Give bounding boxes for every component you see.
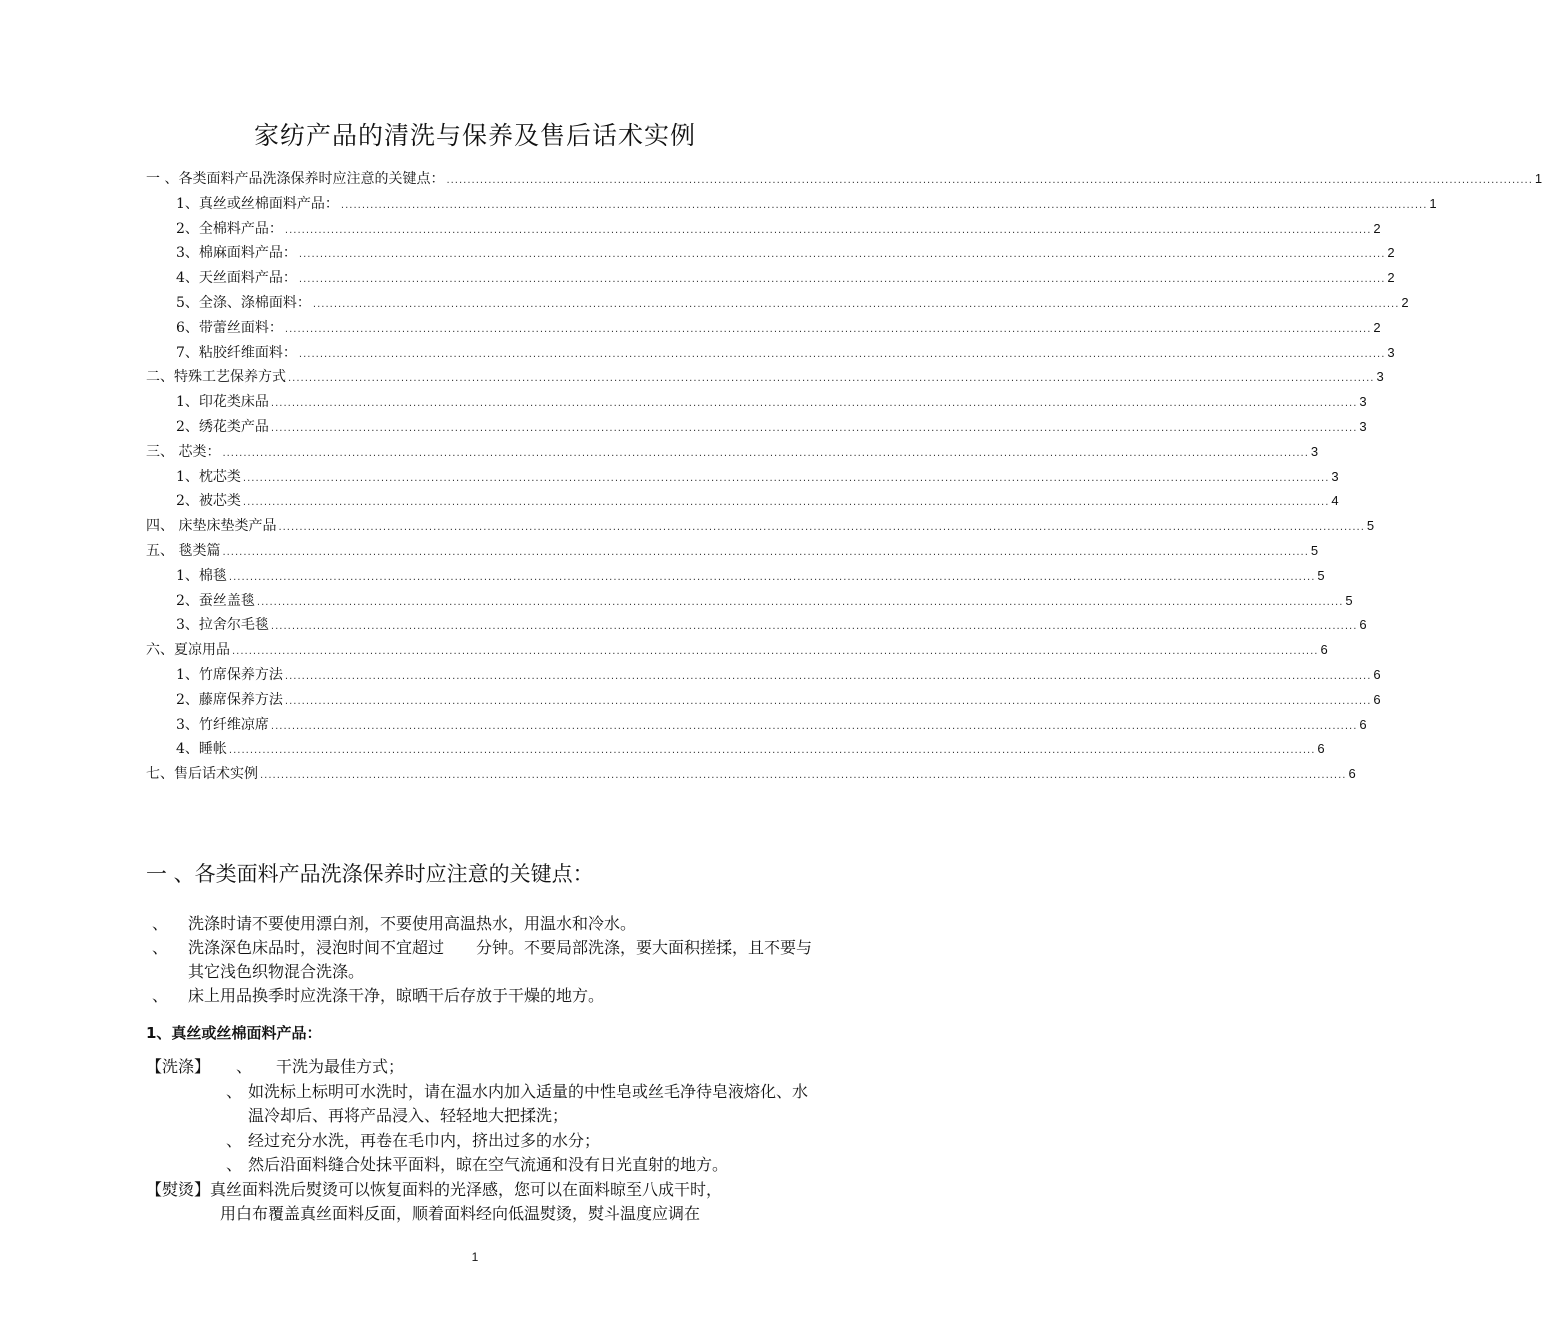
toc-entry[interactable]	[146, 639, 1328, 664]
toc-entry-label: 1、印花类床品	[176, 394, 269, 411]
toc-entry[interactable]	[146, 664, 1381, 689]
bullet-text: 洗涤时请不要使用漂白剂，不要使用高温热水，用温水和冷水。	[188, 914, 637, 933]
toc-leader-dots: ....................................................................................................................................................................................................................................................................	[284, 224, 1372, 236]
toc-entry-page: 1	[1429, 195, 1437, 211]
wash-step	[226, 1153, 818, 1178]
toc-entry-label: 1、枕芯类	[176, 468, 241, 485]
toc-entry[interactable]	[146, 391, 1367, 416]
toc-entry-label: 2、绣花类产品	[176, 418, 269, 435]
toc-entry-label: 三、 芯类：	[146, 443, 221, 460]
toc-entry-page: 3	[1359, 418, 1367, 434]
toc-leader-dots: ....................................................................................................................................................................................................................................................................	[298, 348, 1386, 360]
wash-step	[206, 1055, 818, 1080]
toc-entry-page: 5	[1345, 592, 1353, 608]
toc-entry-label: 3、竹纤维凉席	[176, 716, 269, 733]
toc-entry[interactable]	[146, 490, 1339, 515]
toc-leader-dots: ....................................................................................................................................................................................................................................................................	[270, 398, 1358, 410]
toc-entry-label: 3、拉舍尔毛毯	[176, 617, 269, 634]
toc-entry-page: 2	[1373, 319, 1381, 335]
toc-leader-dots: ....................................................................................................................................................................................................................................................................	[228, 745, 1316, 757]
toc-entry[interactable]	[146, 317, 1381, 342]
toc-entry[interactable]	[146, 193, 1437, 218]
toc-entry[interactable]	[146, 242, 1395, 267]
toc-leader-dots: ....................................................................................................................................................................................................................................................................	[256, 596, 1344, 608]
toc-entry-page: 1	[1534, 171, 1542, 186]
toc-leader-dots: ....................................................................................................................................................................................................................................................................	[298, 249, 1386, 261]
toc-leader-dots: ....................................................................................................................................................................................................................................................................	[284, 695, 1372, 707]
toc-entry-page: 6	[1373, 691, 1381, 707]
toc-entry-label: 7、粘胶纤维面料：	[176, 344, 297, 361]
toc-entry[interactable]	[146, 466, 1339, 491]
toc-entry-page: 6	[1348, 766, 1356, 782]
toc-entry-label: 七、售后话术实例	[146, 766, 258, 783]
toc-entry-page: 6	[1359, 617, 1367, 633]
wash-steps	[226, 1055, 818, 1178]
toc-entry-page: 6	[1359, 716, 1367, 732]
toc-entry-label: 二、特殊工艺保养方式	[146, 369, 286, 386]
toc-entry-page: 5	[1310, 542, 1319, 558]
iron-label: 【熨烫】	[146, 1179, 211, 1199]
toc-entry-label: 6、带蕾丝面料：	[176, 319, 283, 336]
toc-entry-page: 3	[1376, 369, 1384, 385]
toc-entry[interactable]	[146, 168, 1542, 193]
toc-leader-dots: ....................................................................................................................................................................................................................................................................	[242, 497, 1330, 509]
toc-entry-page: 2	[1373, 220, 1381, 236]
toc-leader-dots: ....................................................................................................................................................................................................................................................................	[222, 447, 1309, 459]
toc-leader-dots: ....................................................................................................................................................................................................................................................................	[284, 670, 1372, 682]
wash-step-mark: 、	[226, 1155, 243, 1174]
toc-entry[interactable]	[146, 342, 1395, 367]
toc-leader-dots: ....................................................................................................................................................................................................................................................................	[260, 770, 1347, 782]
toc-entry-label: 2、藤席保养方法	[176, 691, 283, 708]
toc-entry[interactable]	[146, 218, 1381, 243]
iron-text-continued: 用白布覆盖真丝面料反面，顺着面料经向低温熨烫，熨斗温度应调在	[220, 1204, 701, 1223]
bullet-mark: 、	[152, 914, 169, 933]
bullet-text: 洗涤深色床品时，浸泡时间不宜超过 分钟。不要局部洗涤，要大面积搓揉，且不要与其它浅色织物混合洗涤。	[188, 938, 813, 981]
toc-entry[interactable]	[146, 267, 1395, 292]
care-instructions	[146, 1055, 818, 1227]
toc-leader-dots: ....................................................................................................................................................................................................................................................................	[222, 546, 1309, 558]
toc-entry[interactable]	[146, 515, 1375, 540]
toc-entry-page: 6	[1317, 741, 1325, 757]
toc-entry[interactable]	[146, 292, 1409, 317]
toc-entry-page: 6	[1320, 642, 1328, 658]
toc-entry[interactable]	[146, 689, 1381, 714]
toc-entry-label: 2、被芯类	[176, 493, 241, 510]
section-heading: 一 、各类面料产品洗涤保养时应注意的关键点：	[146, 862, 594, 886]
wash-step	[226, 1129, 818, 1154]
toc-entry[interactable]	[146, 763, 1356, 788]
page-number: 1	[471, 1250, 479, 1264]
toc-leader-dots: ....................................................................................................................................................................................................................................................................	[270, 422, 1358, 434]
toc-entry-label: 1、棉毯	[176, 567, 227, 584]
iron-text: 真丝面料洗后熨烫可以恢复面料的光泽感，您可以在面料晾至八成干时，	[210, 1179, 723, 1199]
document-title: 家纺产品的清洗与保养及售后话术实例	[253, 121, 696, 150]
bullet-item	[146, 912, 818, 936]
toc-leader-dots: ....................................................................................................................................................................................................................................................................	[242, 472, 1330, 484]
toc-entry-label: 1、真丝或丝棉面料产品：	[176, 195, 339, 212]
toc-leader-dots: ....................................................................................................................................................................................................................................................................	[232, 646, 1319, 658]
toc-entry-label: 六、夏凉用品	[146, 642, 230, 659]
toc-entry-page: 5	[1366, 518, 1375, 534]
toc-entry[interactable]	[146, 416, 1367, 441]
toc-entry-page: 3	[1331, 468, 1339, 484]
toc-leader-dots: ....................................................................................................................................................................................................................................................................	[340, 199, 1428, 211]
toc-entry[interactable]	[146, 565, 1325, 590]
toc-leader-dots: ....................................................................................................................................................................................................................................................................	[446, 175, 1533, 186]
toc-entry-label: 1、竹席保养方法	[176, 666, 283, 683]
toc-entry-page: 4	[1331, 493, 1339, 509]
toc-entry[interactable]	[146, 540, 1319, 565]
toc-entry[interactable]	[146, 714, 1367, 739]
toc-entry-label: 四、 床垫床垫类产品	[146, 518, 277, 535]
wash-step-text: 然后沿面料缝合处抹平面料，晾在空气流通和没有日光直射的地方。	[248, 1155, 729, 1174]
toc-entry[interactable]	[146, 590, 1353, 615]
wash-step-mark: 、	[236, 1057, 253, 1076]
toc-leader-dots: ....................................................................................................................................................................................................................................................................	[270, 720, 1358, 732]
bullet-mark: 、	[152, 938, 169, 957]
bullet-item	[146, 984, 818, 1008]
toc-leader-dots: ....................................................................................................................................................................................................................................................................	[270, 621, 1358, 633]
toc-entry-label: 五、 毯类篇	[146, 542, 221, 559]
toc-entry-label: 4、天丝面料产品：	[176, 270, 297, 287]
toc-entry[interactable]	[146, 441, 1319, 466]
toc-entry-page: 2	[1401, 294, 1409, 310]
bullet-text: 床上用品换季时应洗涤干净，晾晒干后存放于干燥的地方。	[188, 986, 605, 1005]
toc-entry-label: 3、棉麻面料产品：	[176, 245, 297, 262]
toc-leader-dots: ....................................................................................................................................................................................................................................................................	[228, 571, 1316, 583]
toc-entry-label: 4、睡帐	[176, 741, 227, 758]
subsection-heading: 1、真丝或丝棉面料产品：	[146, 1024, 322, 1042]
toc-entry[interactable]	[146, 366, 1384, 391]
toc-entry-label: 5、全涤、涤棉面料：	[176, 294, 311, 311]
toc-entry-page: 2	[1387, 270, 1395, 286]
table-of-contents	[146, 168, 1542, 788]
toc-leader-dots: ....................................................................................................................................................................................................................................................................	[312, 298, 1400, 310]
toc-entry[interactable]	[146, 614, 1367, 639]
wash-step-text: 经过充分水洗，再卷在毛巾内，挤出过多的水分；	[248, 1130, 601, 1150]
toc-leader-dots: ....................................................................................................................................................................................................................................................................	[278, 522, 1365, 534]
toc-leader-dots: ....................................................................................................................................................................................................................................................................	[288, 373, 1375, 385]
bullet-mark: 、	[152, 986, 169, 1005]
wash-step-text: 如洗标上标明可水洗时，请在温水内加入适量的中性皂或丝毛净待皂液熔化、水温冷却后、再将产品浸入、轻轻地大把揉洗；	[248, 1081, 809, 1125]
wash-label: 【洗涤】	[146, 1057, 211, 1076]
toc-leader-dots: ....................................................................................................................................................................................................................................................................	[298, 274, 1386, 286]
toc-entry-page: 3	[1359, 394, 1367, 410]
toc-entry-page: 3	[1310, 443, 1319, 459]
toc-entry-page: 5	[1317, 567, 1325, 583]
bullet-item	[146, 936, 818, 984]
toc-leader-dots: ....................................................................................................................................................................................................................................................................	[284, 323, 1372, 335]
ironing-paragraph	[146, 1178, 818, 1227]
toc-entry-page: 6	[1373, 666, 1381, 682]
wash-step-mark: 、	[226, 1130, 243, 1150]
toc-entry-page: 3	[1387, 344, 1395, 360]
toc-entry-label: 2、蚕丝盖毯	[176, 592, 255, 609]
bullet-list	[146, 912, 818, 1008]
toc-entry-label: 2、全棉料产品：	[176, 220, 283, 237]
wash-step	[226, 1080, 818, 1129]
toc-entry-label: 一 、各类面料产品洗涤保养时应注意的关键点：	[146, 171, 445, 187]
toc-entry[interactable]	[146, 738, 1325, 763]
toc-entry-page: 2	[1387, 245, 1395, 261]
wash-step-text: 干洗为最佳方式；	[276, 1057, 405, 1076]
wash-step-mark: 、	[226, 1081, 243, 1101]
